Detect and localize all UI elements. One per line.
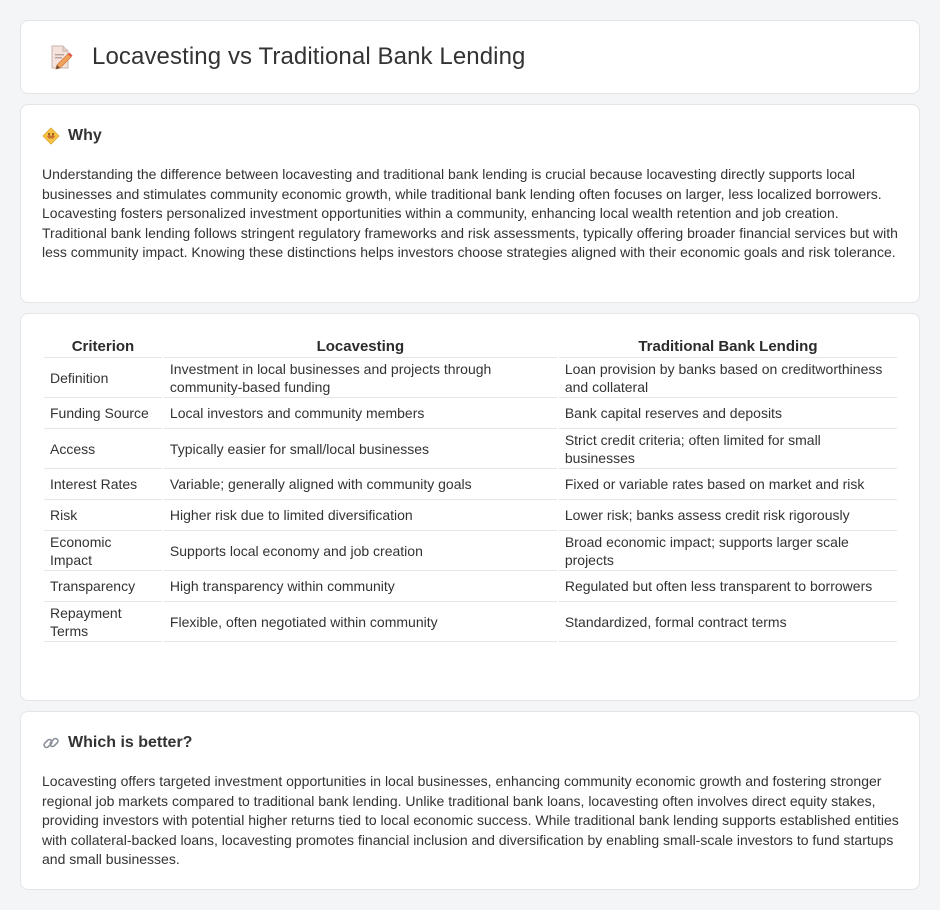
why-heading <box>42 127 102 145</box>
comparison-table <box>42 334 899 642</box>
table-row <box>44 469 897 500</box>
table-row <box>44 429 897 469</box>
locavesting-cell: Higher risk due to limited diversification <box>164 500 557 531</box>
bank-cell: Standardized, formal contract terms <box>559 602 897 642</box>
why-title: Why <box>68 127 102 144</box>
criterion-cell: Transparency <box>44 571 162 602</box>
locavesting-cell: Investment in local businesses and projects through community-based funding <box>164 358 557 398</box>
table-row <box>44 602 897 642</box>
header-card <box>20 20 920 94</box>
locavesting-cell: Variable; generally aligned with community goals <box>164 469 557 500</box>
better-title: Which is better? <box>68 734 193 751</box>
page-title: Locavesting vs Traditional Bank Lending <box>92 43 526 70</box>
bank-cell: Loan provision by banks based on creditworthiness and collateral <box>559 358 897 398</box>
bank-cell: Strict credit criteria; often limited for small businesses <box>559 429 897 469</box>
locavesting-cell: High transparency within community <box>164 571 557 602</box>
table-row <box>44 531 897 571</box>
locavesting-cell: Local investors and community members <box>164 398 557 429</box>
bank-cell: Regulated but often less transparent to borrowers <box>559 571 897 602</box>
document-pencil-icon <box>46 43 74 71</box>
table-row <box>44 500 897 531</box>
criterion-cell: Interest Rates <box>44 469 162 500</box>
header-criterion: Criterion <box>44 334 162 358</box>
criterion-cell: Funding Source <box>44 398 162 429</box>
bank-cell: Fixed or variable rates based on market and risk <box>559 469 897 500</box>
criterion-cell: Economic Impact <box>44 531 162 571</box>
table-header-row <box>44 334 897 358</box>
handshake-icon <box>42 127 60 145</box>
header <box>46 43 526 71</box>
bank-cell: Lower risk; banks assess credit risk rigorously <box>559 500 897 531</box>
bank-cell: Broad economic impact; supports larger scale projects <box>559 531 897 571</box>
header-locavesting: Locavesting <box>164 334 557 358</box>
comparison-table-card <box>20 313 920 701</box>
bank-cell: Bank capital reserves and deposits <box>559 398 897 429</box>
why-section <box>20 104 920 303</box>
table-row <box>44 358 897 398</box>
which-is-better-section <box>20 711 920 890</box>
locavesting-cell: Flexible, often negotiated within community <box>164 602 557 642</box>
criterion-cell: Definition <box>44 358 162 398</box>
table-row <box>44 398 897 429</box>
locavesting-cell: Supports local economy and job creation <box>164 531 557 571</box>
why-body: Understanding the difference between locavesting and traditional bank lending is crucial because locavesting directly supports local businesses and stimulates community economic growth, while traditional bank lending often focuses on larger, less localized borrowers. Locavesting fosters personalized investment opportunities within a community, enhancing local wealth retention and job creation. Traditional bank lending follows stringent regulatory frameworks and risk assessments, typically offering broader financial services but with less community impact. Knowing these distinctions helps investors choose strategies aligned with their economic goals and risk tolerance. <box>42 166 898 260</box>
criterion-cell: Risk <box>44 500 162 531</box>
better-body: Locavesting offers targeted investment opportunities in local businesses, enhancing community economic growth and fostering stronger regional job markets compared to traditional bank lending. Unlike traditional bank loans, locavesting often involves direct equity stakes, providing investors with potential higher returns tied to local economic success. While traditional bank lending supports established entities with collateral-backed loans, locavesting promotes financial inclusion and diversification by enabling small-scale investors to fund startups and small businesses. <box>42 773 899 867</box>
table-row <box>44 571 897 602</box>
criterion-cell: Repayment Terms <box>44 602 162 642</box>
better-heading <box>42 734 192 752</box>
header-bank-lending: Traditional Bank Lending <box>559 334 897 358</box>
criterion-cell: Access <box>44 429 162 469</box>
link-icon <box>42 734 60 752</box>
locavesting-cell: Typically easier for small/local businesses <box>164 429 557 469</box>
